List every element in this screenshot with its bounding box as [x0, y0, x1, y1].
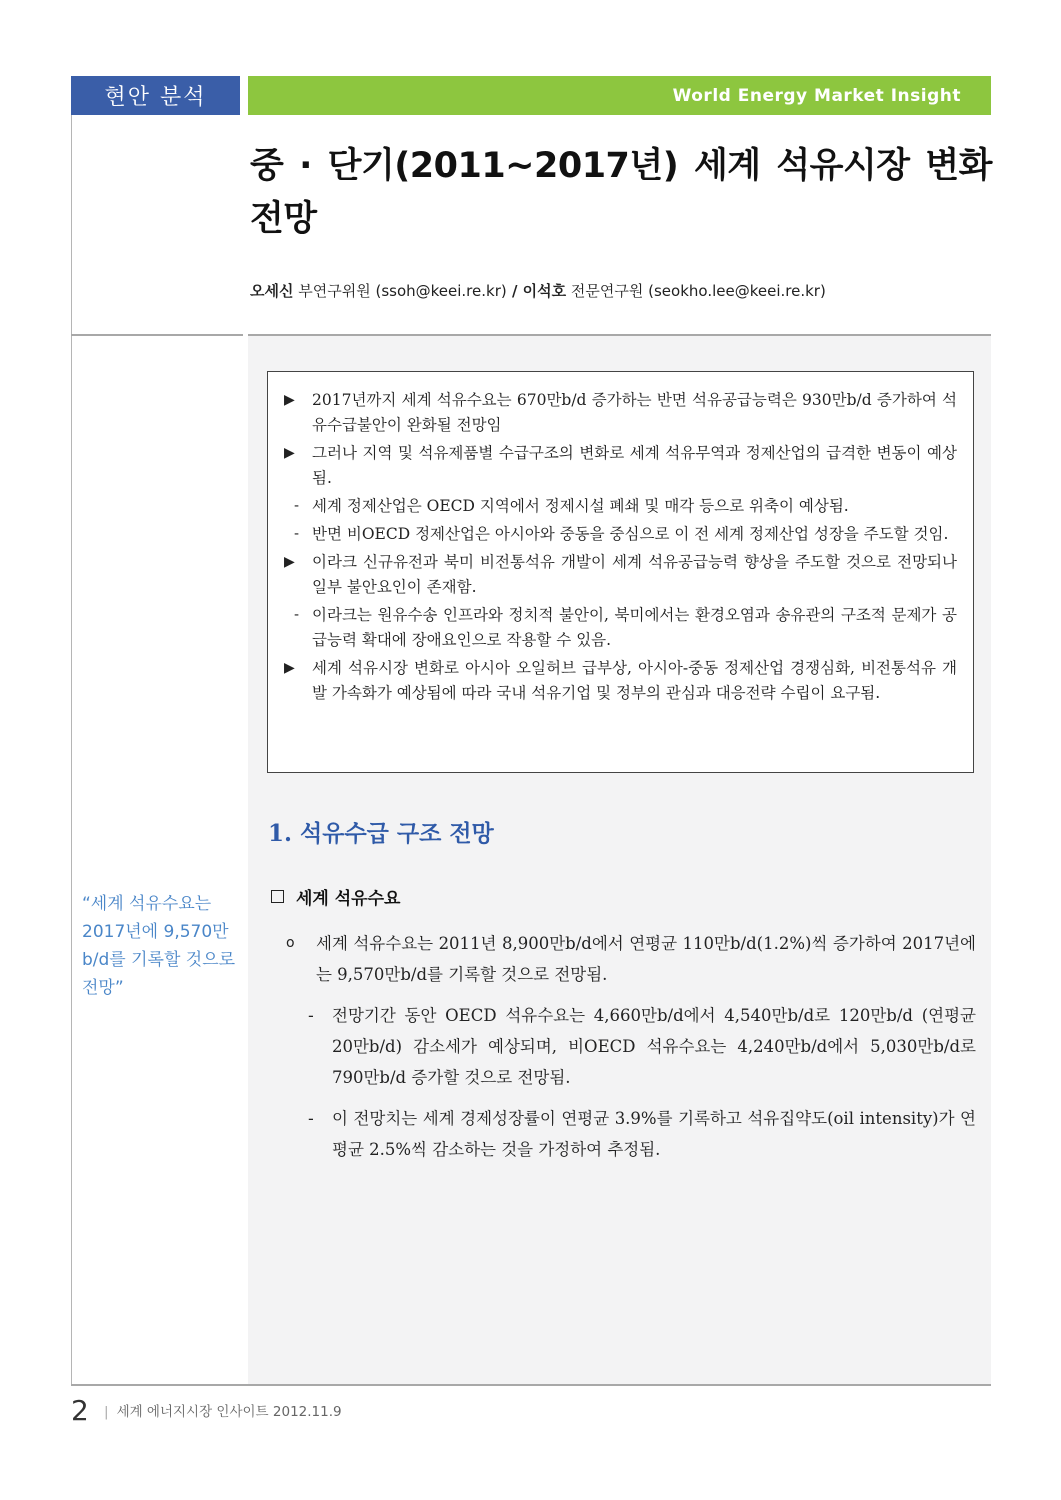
summary-text: 세계 석유시장 변화로 아시아 오일허브 급부상, 아시아-중동 정제산업 경쟁심화, 비전통석유 개발 가속화가 예상됨에 따라 국내 석유기업 및 정부의 관심과 대응전략 수립이 요구됨.	[312, 659, 957, 702]
left-margin-rule	[71, 115, 72, 1385]
footer-title: 세계 에너지시장 인사이트 2012.11.9	[116, 1404, 342, 1420]
author1-name: 오세신	[250, 282, 294, 300]
body-subparagraph	[286, 1000, 976, 1093]
summary-item	[284, 656, 957, 706]
dash-bullet: -	[308, 1006, 314, 1025]
dash-bullet: -	[294, 498, 300, 514]
paragraph-text: 이 전망치는 세계 경제성장률이 연평균 3.9%를 기록하고 석유집약도(oil intensity)가 연평균 2.5%씩 감소하는 것을 가정하여 추정됨.	[332, 1109, 976, 1159]
summary-item	[284, 388, 957, 438]
footer-divider	[71, 1384, 991, 1386]
circle-bullet-icon: o	[286, 935, 295, 951]
summary-text: 2017년까지 세계 석유수요는 670만b/d 증가하는 반면 석유공급능력은 930만b/d 증가하여 석유수급불안이 완화될 전망임	[312, 391, 957, 434]
summary-text: 그러나 지역 및 석유제품별 수급구조의 변화로 세계 석유무역과 정제산업의 급격한 변동이 예상됨.	[312, 444, 957, 487]
paragraph-text: 전망기간 동안 OECD 석유수요는 4,660만b/d에서 4,540만b/d로 120만b/d (연평균 20만b/d) 감소세가 예상되며, 비OECD 석유수요는 4,240만b/d에서 5,030만b/d로 790만b/d 증가할 것으로 전망됨.	[332, 1006, 976, 1087]
footer-separator: |	[104, 1404, 109, 1420]
author-line	[250, 280, 826, 301]
summary-text: 세계 정제산업은 OECD 지역에서 정제시설 폐쇄 및 매각 등으로 위축이 예상됨.	[312, 497, 849, 515]
author2-role: 전문연구원 (seokho.lee@keei.re.kr)	[566, 282, 826, 300]
article-title: 중 · 단기(2011~2017년) 세계 석유시장 변화 전망	[250, 146, 992, 239]
body-text	[286, 928, 976, 1165]
triangle-bullet-icon: ▶	[284, 445, 295, 461]
square-bullet-icon	[271, 890, 284, 903]
subsection-title: 세계 석유수요	[296, 889, 401, 909]
summary-text: 이라크 신규유전과 북미 비전통석유 개발이 세계 석유공급능력 향상을 주도할 것으로 전망되나 일부 불안요인이 존재함.	[312, 553, 957, 596]
section-tag: 현안 분석	[71, 76, 240, 115]
summary-item	[284, 550, 957, 600]
section-heading: 1. 석유수급 구조 전망	[268, 820, 494, 847]
header-divider-right	[248, 334, 991, 336]
subsection-heading	[271, 884, 400, 909]
summary-item	[284, 441, 957, 491]
summary-text: 이라크는 원유수송 인프라와 정치적 불안이, 북미에서는 환경오염과 송유관의 구조적 문제가 공급능력 확대에 장애요인으로 작용할 수 있음.	[312, 606, 957, 649]
summary-subitem	[284, 494, 957, 519]
author-separator: /	[506, 282, 523, 300]
paragraph-text: 세계 석유수요는 2011년 8,900만b/d에서 연평균 110만b/d(1.2%)씩 증가하여 2017년에는 9,570만b/d를 기록할 것으로 전망됨.	[316, 934, 976, 984]
pull-quote: “세계 석유수요는 2017년에 9,570만b/d를 기록할 것으로 전망”	[82, 894, 236, 998]
page-number: 2	[71, 1394, 89, 1427]
summary-subitem	[284, 603, 957, 653]
summary-text: 반면 비OECD 정제산업은 아시아와 중동을 중심으로 이 전 세계 정제산업 성장을 주도할 것임.	[312, 525, 949, 543]
triangle-bullet-icon: ▶	[284, 392, 295, 408]
dash-bullet: -	[294, 526, 300, 542]
dash-bullet: -	[308, 1109, 314, 1128]
footer-publication	[104, 1400, 342, 1420]
publication-banner: World Energy Market Insight	[248, 76, 991, 115]
body-paragraph	[286, 928, 976, 990]
summary-box	[267, 371, 974, 773]
author2-name: 이석호	[522, 282, 567, 300]
body-subparagraph	[286, 1103, 976, 1165]
header-divider-left	[71, 334, 243, 336]
summary-subitem	[284, 522, 957, 547]
dash-bullet: -	[294, 607, 300, 623]
triangle-bullet-icon: ▶	[284, 660, 295, 676]
author1-role: 부연구위원 (ssoh@keei.re.kr)	[293, 282, 507, 300]
triangle-bullet-icon: ▶	[284, 554, 295, 570]
